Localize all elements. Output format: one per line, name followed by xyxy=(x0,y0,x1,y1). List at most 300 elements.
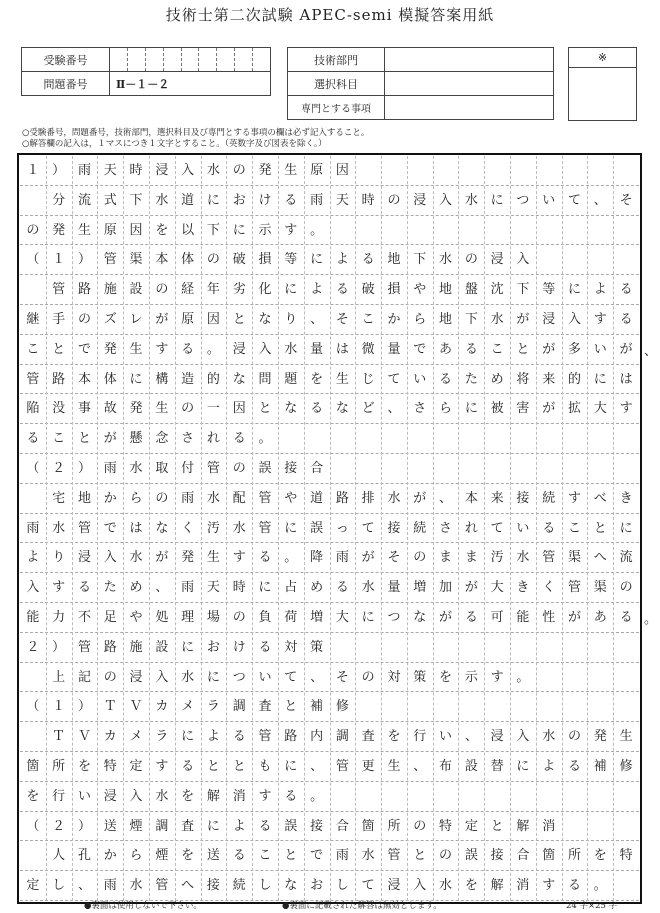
grid-cell: る xyxy=(284,788,298,804)
grid-cell xyxy=(20,663,46,693)
grid-cell: 補 xyxy=(593,759,607,774)
grid-cell: る xyxy=(232,729,246,745)
grid-cell: ） xyxy=(77,461,91,476)
subject-field[interactable] xyxy=(385,72,554,96)
subject-label: 選択科目 xyxy=(288,72,385,96)
grid-cell: 特 xyxy=(439,818,453,834)
grid-cell: 水 xyxy=(129,461,143,476)
grid-cell: 。 xyxy=(258,431,272,447)
grid-cell: カ xyxy=(155,699,169,715)
grid-cell: で xyxy=(310,848,324,864)
grid-cell xyxy=(20,841,46,871)
grid-cell: 管 xyxy=(335,759,349,774)
grid-cell: 天 xyxy=(335,192,349,208)
grid-cell: が xyxy=(413,490,427,506)
grid-cell: 接 xyxy=(516,490,530,506)
grid-cell: 路 xyxy=(103,639,117,655)
grid-cell: レ xyxy=(129,312,143,327)
grid-cell: る xyxy=(619,610,633,625)
grid-cell: 足 xyxy=(103,610,117,625)
grid-cell: 解 xyxy=(206,788,220,804)
grid-cell: （ xyxy=(26,252,40,268)
grid-cell: さ xyxy=(181,431,195,447)
grid-cell: 管 xyxy=(77,520,91,536)
exam-number-label: 受験番号 xyxy=(22,48,110,72)
grid-cell: 施 xyxy=(103,282,117,298)
grid-cell: 修 xyxy=(619,759,633,774)
grid-cell: 発 xyxy=(129,401,143,417)
grid-cell: の xyxy=(361,669,375,685)
grid-cell: の xyxy=(232,610,246,625)
grid-cell: 劣 xyxy=(232,282,246,298)
grid-cell: よ xyxy=(310,282,324,298)
grid-cell: 水 xyxy=(181,669,195,685)
grid-cell: ま xyxy=(464,550,478,566)
exam-number-field[interactable] xyxy=(110,48,271,72)
grid-cell: の xyxy=(232,163,246,178)
grid-cell: 経 xyxy=(181,282,195,298)
grid-cell: る xyxy=(258,550,272,566)
grid-cell: 生 xyxy=(155,401,169,417)
grid-cell: 生 xyxy=(387,759,401,774)
grid-cell: 原 xyxy=(310,163,324,178)
grid-cell: 送 xyxy=(103,818,117,834)
grid-cell: ） xyxy=(52,163,66,178)
grid-cell: 継 xyxy=(26,312,40,327)
grid-cell: 時 xyxy=(361,192,375,208)
grid-cell: 化 xyxy=(258,282,272,298)
grid-cell: 大 xyxy=(490,580,504,596)
grid-cell: る xyxy=(464,610,478,625)
grid-cell: お xyxy=(206,639,220,655)
grid-cell: 念 xyxy=(155,431,169,447)
grid-cell: 誤 xyxy=(284,818,298,834)
grid-cell: 水 xyxy=(284,341,298,357)
grid-cell: 合 xyxy=(516,848,530,864)
grid-cell: 性 xyxy=(542,610,556,625)
grid-cell: 雨 xyxy=(335,550,349,566)
grid-cell: 拡 xyxy=(568,401,582,417)
grid-cell: 孔 xyxy=(77,848,91,864)
grid-cell: る xyxy=(619,282,633,298)
grid-cell: 合 xyxy=(310,461,324,476)
grid-cell: と xyxy=(413,848,427,864)
grid-cell: か xyxy=(103,848,117,864)
grid-cell: 汚 xyxy=(206,520,220,536)
grid-cell: 、 xyxy=(439,490,453,506)
grid-cell: 解 xyxy=(490,878,504,894)
grid-cell: の xyxy=(387,192,401,208)
grid-cell: て xyxy=(490,520,504,536)
grid-cell: 構 xyxy=(155,371,169,387)
grid-cell: 理 xyxy=(181,610,195,625)
grid-cell: る xyxy=(568,878,582,894)
grid-cell: ズ xyxy=(103,312,117,327)
grid-cell: を xyxy=(181,848,195,864)
grid-cell: 浸 xyxy=(490,729,504,745)
grid-cell: 負 xyxy=(258,610,272,625)
grid-cell: 、 xyxy=(310,669,324,685)
grid-cell: 路 xyxy=(52,371,66,387)
grid-cell: に xyxy=(284,520,298,536)
grid-cell: 地 xyxy=(77,490,91,506)
grid-cell: や xyxy=(284,490,298,506)
grid-cell: 処 xyxy=(155,610,169,625)
grid-cell: 水 xyxy=(206,163,220,178)
grid-cell: 更 xyxy=(361,759,375,774)
grid-cell: 水 xyxy=(464,192,478,208)
grid-cell: 分 xyxy=(52,192,66,208)
grid-cell: 煙 xyxy=(129,818,143,834)
grid-cell: 浸 xyxy=(232,341,246,357)
grid-cell: ら xyxy=(413,312,427,327)
grid-cell: 入 xyxy=(516,729,530,745)
grid-cell: 接 xyxy=(310,818,324,834)
grid-cell: も xyxy=(258,759,272,774)
grid-cell: す xyxy=(568,490,582,506)
grid-cell: け xyxy=(232,639,246,655)
grid-cell: Ｔ xyxy=(103,699,117,715)
grid-cell: 水 xyxy=(52,520,66,536)
grid-cell: の xyxy=(232,461,246,476)
grid-cell: る xyxy=(439,371,453,387)
grid-cell: 浸 xyxy=(103,788,117,804)
grid-cell: 不 xyxy=(77,610,91,625)
grid-cell: 多 xyxy=(568,341,582,357)
grid-cell: 発 xyxy=(181,550,195,566)
grid-cell: あ xyxy=(593,610,607,625)
footer-left-note: ●裏面は使用しないで下さい。 xyxy=(84,901,202,911)
grid-cell: 査 xyxy=(258,699,272,715)
grid-cell: 荷 xyxy=(284,610,298,625)
grid-cell: れ xyxy=(464,520,478,536)
grid-cell: な xyxy=(284,401,298,417)
grid-cell: い xyxy=(413,371,427,387)
specialty-label: 専門とする事項 xyxy=(288,96,385,120)
grid-cell: つ xyxy=(387,610,401,625)
grid-cell: に xyxy=(232,222,246,238)
grid-cell: ラ xyxy=(155,729,169,745)
grid-cell: に xyxy=(129,371,143,387)
grid-cell: 送 xyxy=(206,848,220,864)
grid-cell: 本 xyxy=(155,252,169,268)
grid-cell: 生 xyxy=(335,371,349,387)
grid-cell: に xyxy=(181,639,195,655)
grid-cell: を xyxy=(77,759,91,774)
grid-cell: で xyxy=(103,520,117,536)
grid-cell: 道 xyxy=(310,490,324,506)
grid-cell: は xyxy=(619,371,633,387)
grid-cell: る xyxy=(258,639,272,655)
grid-cell: が xyxy=(439,610,453,625)
grid-cell: 大 xyxy=(335,610,349,625)
grid-cell: 将 xyxy=(516,371,530,387)
grid-cell: す xyxy=(490,669,504,685)
grid-cell: 等 xyxy=(284,252,298,268)
grid-cell: の xyxy=(103,669,117,685)
grid-cell: 宅 xyxy=(52,490,66,506)
grid-cell: 水 xyxy=(387,490,401,506)
grid-cell: 降 xyxy=(310,550,324,566)
grid-cell: 下 xyxy=(413,252,427,268)
grid-cell: を xyxy=(464,878,478,894)
grid-cell: で xyxy=(77,341,91,357)
grid-cell: す xyxy=(258,788,272,804)
grid-cell: っ xyxy=(335,520,349,536)
grid-cell: 題 xyxy=(284,371,298,387)
grid-cell: 流 xyxy=(619,550,633,566)
grid-cell: る xyxy=(361,252,375,268)
grid-cell: 誤 xyxy=(464,848,478,864)
grid-cell: が xyxy=(361,550,375,566)
grid-cell: い xyxy=(593,341,607,357)
grid-cell: る xyxy=(619,312,633,327)
grid-cell: 発 xyxy=(593,729,607,745)
grid-cell: 定 xyxy=(129,759,143,774)
grid-cell: 生 xyxy=(129,341,143,357)
grid-cell: 因 xyxy=(335,163,349,178)
grid-cell: に xyxy=(310,252,324,268)
grid-cell: 時 xyxy=(232,580,246,596)
grid-cell: 調 xyxy=(232,699,246,715)
grid-cell: 取 xyxy=(155,461,169,476)
grid-cell: つ xyxy=(232,669,246,685)
grid-cell: 体 xyxy=(181,252,195,268)
grid-cell: 浸 xyxy=(77,550,91,566)
note-1: ○受験番号，問題番号，技術部門，選択科目及び専門とする事項の欄は必ず記入すること。 xyxy=(22,128,370,138)
grid-cell: こ xyxy=(568,520,582,536)
grid-cell: 特 xyxy=(103,759,117,774)
grid-cell: 下 xyxy=(206,222,220,238)
grid-cell: ２ xyxy=(52,461,66,476)
grid-cell: へ xyxy=(593,550,607,566)
grid-cell: に xyxy=(206,192,220,208)
grid-cell: 雨 xyxy=(77,163,91,178)
grid-cell: 対 xyxy=(284,639,298,655)
department-label: 技術部門 xyxy=(288,48,385,72)
grid-cell: い xyxy=(439,729,453,745)
grid-cell: 能 xyxy=(516,610,530,625)
grid-cell: Ｖ xyxy=(77,729,91,745)
grid-cell: 定 xyxy=(26,878,40,894)
grid-cell: 因 xyxy=(232,401,246,417)
grid-cell: に xyxy=(206,669,220,685)
grid-cell: め xyxy=(310,580,324,596)
grid-cell: 入 xyxy=(181,163,195,178)
grid-cell: が xyxy=(103,431,117,447)
grid-cell: し xyxy=(335,878,349,894)
grid-cell: の xyxy=(206,252,220,268)
grid-cell: カ xyxy=(103,729,117,745)
grid-cell: 可 xyxy=(490,610,504,625)
grid-cell: の xyxy=(155,282,169,298)
grid-cell: 、 xyxy=(310,759,324,774)
department-field[interactable] xyxy=(385,48,554,72)
grid-cell: 破 xyxy=(232,252,246,268)
grid-cell: 設 xyxy=(464,759,478,774)
grid-cell: 対 xyxy=(387,669,401,685)
grid-cell: 雨 xyxy=(310,192,324,208)
grid-cell: て xyxy=(361,520,375,536)
grid-cell: り xyxy=(52,550,66,566)
overflow-punctuation: 。 xyxy=(644,612,658,627)
grid-cell: る xyxy=(77,580,91,596)
grid-cell: 渠 xyxy=(129,252,143,268)
grid-cell: す xyxy=(593,312,607,327)
department-table xyxy=(287,47,554,120)
question-number-value[interactable]: Ⅱ－１－２ xyxy=(110,72,271,96)
grid-cell: 調 xyxy=(155,818,169,834)
grid-cell: の xyxy=(26,222,40,238)
grid-cell: い xyxy=(77,788,91,804)
grid-cell: よ xyxy=(593,282,607,298)
grid-cell: 続 xyxy=(542,490,556,506)
grid-cell: に xyxy=(568,282,582,298)
grid-cell: 入 xyxy=(516,252,530,268)
grid-cell: 。 xyxy=(310,788,324,804)
grid-cell: け xyxy=(258,192,272,208)
grid-cell: 地 xyxy=(387,252,401,268)
grid-cell: 示 xyxy=(464,669,478,685)
grid-cell: 接 xyxy=(490,848,504,864)
grid-cell: 浸 xyxy=(155,163,169,178)
grid-cell: 場 xyxy=(206,610,220,625)
grid-cell: 行 xyxy=(413,729,427,745)
grid-cell: る xyxy=(568,759,582,774)
grid-cell: 懸 xyxy=(129,431,143,447)
grid-cell: 。 xyxy=(206,341,220,357)
grid-cell: 入 xyxy=(103,550,117,566)
grid-cell: （ xyxy=(26,461,40,476)
grid-cell: 煙 xyxy=(155,848,169,864)
grid-cell: ま xyxy=(439,550,453,566)
grid-cell: メ xyxy=(181,699,195,715)
grid-cell: よ xyxy=(232,818,246,834)
grid-cell: さ xyxy=(439,520,453,536)
grid-cell: 原 xyxy=(181,312,195,327)
grid-cell: １ xyxy=(52,699,66,715)
grid-cell: に xyxy=(593,371,607,387)
grid-cell: 水 xyxy=(490,312,504,327)
grid-cell: 加 xyxy=(439,580,453,596)
grid-cell: す xyxy=(155,341,169,357)
grid-cell: じ xyxy=(361,371,375,387)
grid-cell: よ xyxy=(26,550,40,566)
grid-cell: る xyxy=(542,520,556,536)
grid-cell: と xyxy=(258,401,272,417)
overflow-punctuation: 、 xyxy=(644,343,658,359)
grid-cell: １ xyxy=(26,163,40,178)
grid-cell: 的 xyxy=(568,371,582,387)
grid-cell: よ xyxy=(335,252,349,268)
grid-cell: が xyxy=(516,312,530,327)
grid-cell: 査 xyxy=(181,818,195,834)
grid-cell: 管 xyxy=(26,371,40,387)
grid-cell: 地 xyxy=(439,282,453,298)
grid-cell: 量 xyxy=(387,341,401,357)
grid-cell: 浸 xyxy=(542,312,556,327)
grid-cell: 管 xyxy=(258,520,272,536)
grid-cell: Ｖ xyxy=(129,699,143,715)
grid-cell: 損 xyxy=(387,282,401,298)
grid-cell: る xyxy=(310,401,324,417)
grid-cell: く xyxy=(181,520,195,536)
grid-cell: 水 xyxy=(206,490,220,506)
grid-cell: に xyxy=(206,818,220,834)
grid-cell: り xyxy=(284,312,298,327)
grid-cell: 合 xyxy=(335,818,349,834)
grid-cell: 管 xyxy=(258,490,272,506)
grid-cell: な xyxy=(155,520,169,536)
grid-cell: 、 xyxy=(464,729,478,745)
grid-cell: 的 xyxy=(206,371,220,387)
grid-cell: 、 xyxy=(387,401,401,417)
grid-cell: 管 xyxy=(568,580,582,596)
grid-cell: 設 xyxy=(155,639,169,655)
grid-cell xyxy=(20,275,46,305)
grid-cell: と xyxy=(77,431,91,447)
grid-cell: 特 xyxy=(619,848,633,864)
grid-cell: 、 xyxy=(413,759,427,774)
grid-cell: 行 xyxy=(52,788,66,804)
grid-cell: 害 xyxy=(516,401,530,417)
grid-cell: 消 xyxy=(542,818,556,834)
answer-grid[interactable] xyxy=(20,156,639,901)
grid-cell: そ xyxy=(335,669,349,685)
grid-cell: 道 xyxy=(181,192,195,208)
grid-cell: 。 xyxy=(284,550,298,566)
grid-cell: を xyxy=(181,788,195,804)
grid-cell: 路 xyxy=(77,282,91,298)
specialty-field[interactable] xyxy=(385,96,554,120)
grid-cell: が xyxy=(464,580,478,596)
grid-cell xyxy=(20,484,46,514)
grid-cell: に xyxy=(490,192,504,208)
grid-cell: ら xyxy=(129,848,143,864)
grid-cell: 、 xyxy=(77,878,91,894)
grid-cell: 発 xyxy=(103,341,117,357)
grid-cell: 手 xyxy=(52,312,66,327)
grid-cell: 布 xyxy=(439,759,453,774)
grid-cell: る xyxy=(464,341,478,357)
grid-cell: ラ xyxy=(206,699,220,715)
grid-cell: に xyxy=(619,520,633,536)
grid-cell: さ xyxy=(413,401,427,417)
grid-cell: や xyxy=(413,282,427,298)
grid-cell: る xyxy=(258,818,272,834)
grid-cell: こ xyxy=(258,848,272,864)
grid-cell: き xyxy=(619,490,633,506)
grid-cell: め xyxy=(490,371,504,387)
grid-cell: た xyxy=(103,580,117,596)
grid-cell: 問 xyxy=(258,371,272,387)
grid-cell: の xyxy=(413,818,427,834)
grid-cell: 天 xyxy=(206,580,220,596)
grid-cell: 水 xyxy=(439,878,453,894)
grid-cell: 力 xyxy=(52,610,66,625)
grid-cell: 。 xyxy=(310,222,324,238)
grid-cell: 路 xyxy=(335,490,349,506)
grid-cell: そ xyxy=(619,192,633,208)
grid-cell: ら xyxy=(439,401,453,417)
mark-field xyxy=(569,68,637,121)
grid-cell: 事 xyxy=(77,401,91,417)
grid-cell: 雨 xyxy=(103,878,117,894)
grid-cell: 水 xyxy=(155,788,169,804)
grid-cell: が xyxy=(155,550,169,566)
grid-cell: 雨 xyxy=(181,490,195,506)
grid-cell: 浸 xyxy=(129,669,143,685)
